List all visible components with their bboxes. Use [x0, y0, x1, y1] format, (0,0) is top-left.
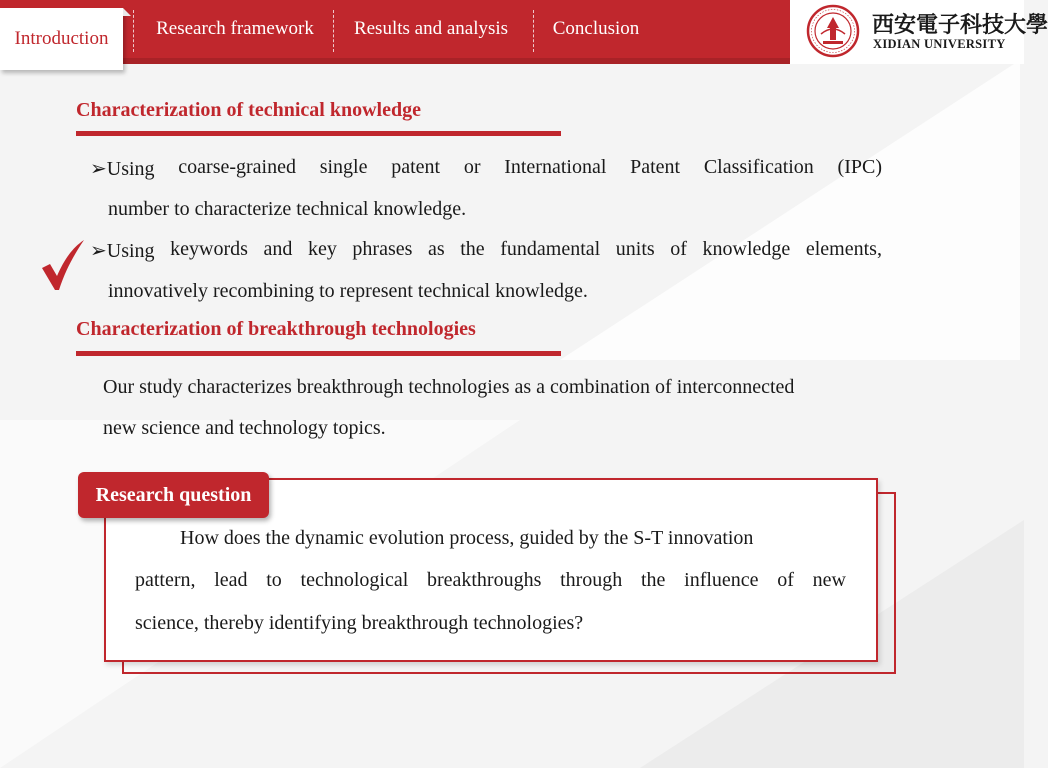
- tab-conclusion[interactable]: [540, 0, 652, 58]
- question-line: How does the dynamic evolution process, guided by the S-T innovation: [180, 527, 754, 549]
- bullet-continuation: number to characterize technical knowledge.: [108, 198, 467, 220]
- university-logo: [790, 0, 1048, 64]
- heading-underline: [76, 351, 561, 356]
- background-shape: [560, 60, 1020, 360]
- tab-separator: [133, 10, 134, 52]
- question-line: pattern, lead to technological breakthroughs through the influence of new: [135, 569, 846, 591]
- tab-introduction-label: Introduction: [14, 28, 109, 49]
- tab-introduction[interactable]: [0, 8, 123, 70]
- tab-separator: [533, 10, 534, 52]
- bullet-continuation: innovatively recombining to represent technical knowledge.: [108, 280, 588, 302]
- tab-conclusion-label: Conclusion: [552, 18, 640, 39]
- section-heading-technical-knowledge: Characterization of technical knowledge: [76, 99, 421, 121]
- checkmark-icon: [40, 238, 86, 292]
- arrow-bullet-icon: ➢: [90, 158, 107, 180]
- bullet-item: ➢Using coarse-grained single patent or International Patent Classification (IPC): [90, 156, 882, 180]
- heading-underline: [76, 131, 561, 136]
- tab-results-and-analysis[interactable]: [338, 0, 524, 58]
- question-line: science, thereby identifying breakthrough technologies?: [135, 612, 584, 634]
- paragraph-line: Our study characterizes breakthrough technologies as a combination of interconnected: [103, 376, 795, 398]
- arrow-bullet-icon: ➢: [90, 240, 107, 262]
- paragraph-line: new science and technology topics.: [103, 417, 386, 439]
- university-seal-icon: [806, 4, 860, 58]
- tab-separator: [333, 10, 334, 52]
- bullet-item: ➢Using keywords and key phrases as the fundamental units of knowledge elements,: [90, 238, 882, 262]
- section-heading-breakthrough-technologies: Characterization of breakthrough technologies: [76, 318, 476, 340]
- tab-results-and-analysis-label: Results and analysis: [353, 18, 509, 39]
- research-question-label: Research question: [78, 472, 269, 518]
- tab-research-framework-label: Research framework: [156, 18, 314, 39]
- university-name-en: XIDIAN UNIVERSITY: [873, 37, 1006, 51]
- university-name-cn: 西安電子科技大學: [872, 12, 1048, 38]
- tab-research-framework[interactable]: [140, 0, 330, 58]
